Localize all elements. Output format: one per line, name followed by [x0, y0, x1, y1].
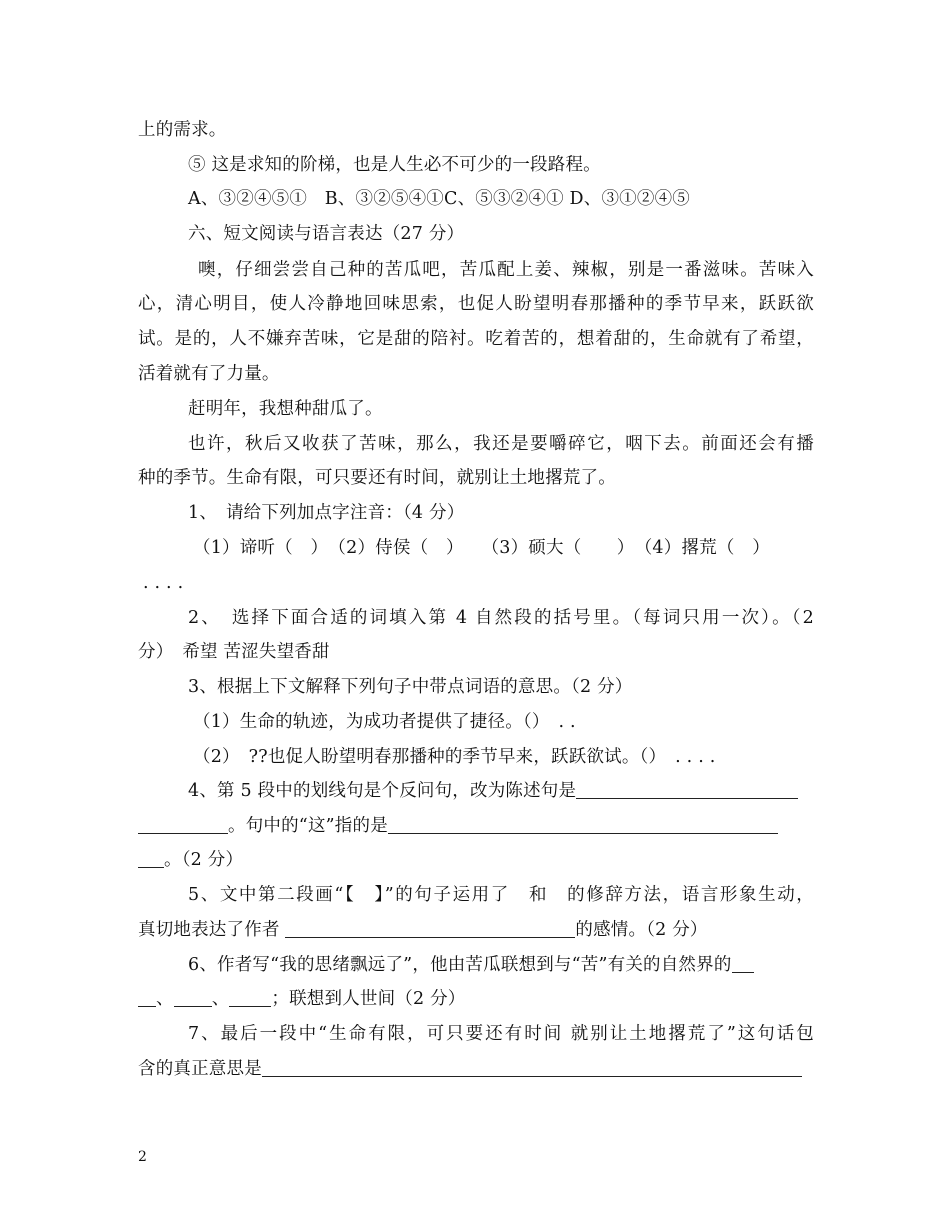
text-line: 赶明年，我想种甜瓜了。	[188, 399, 383, 419]
question-2-words: 分） 希望 苦涩失望香甜	[138, 642, 330, 662]
emphasis-dots: . . . .	[143, 573, 184, 593]
question-4-end	[138, 848, 814, 872]
answer-blank	[285, 920, 575, 938]
answer-blank	[388, 816, 778, 834]
text-line: 种的季节。生命有限，可只要还有时间，就别让土地撂荒了。	[138, 468, 616, 488]
question-6-cont: 、 、 ；联想到人世间（2 分）	[138, 987, 814, 1011]
question-5: 5、文中第二段画“【 】”的句子运用了 和 的修辞方法，语言形象生动，	[188, 885, 814, 905]
question-6-text: 6、作者写“我的思绪飘远了”，他由苦瓜联想到与“苦”有关的自然界的	[188, 955, 732, 975]
question-7: 7、最后一段中“生命有限，可只要还有时间 就别让土地撂荒了”这句话包	[188, 1024, 814, 1044]
question-5-cont	[138, 918, 814, 942]
answer-blank	[138, 989, 156, 1007]
question-1: 1、 请给下列加点字注音：（4 分）	[188, 503, 465, 523]
section-heading: 六、短文阅读与语言表达（27 分）	[188, 224, 465, 244]
question-4-cont	[138, 814, 814, 838]
question-5-text-2: 的感情。（2 分）	[575, 920, 708, 940]
answer-blank	[138, 850, 164, 868]
text-line: 试。是的，人不嫌弃苦味，它是甜的陪衬。吃着苦的，想着甜的，生命就有了希望，	[138, 329, 814, 349]
answer-options: A、③②④⑤① B、③②⑤④①C、⑤③②④① D、③①②④⑤	[188, 189, 690, 209]
text-line: 心，清心明目，使人冷静地回味思索，也促人盼望明春那播种的季节早来，跃跃欲	[138, 294, 814, 314]
question-3: 3、根据上下文解释下列句子中带点词语的意思。（2 分）	[188, 677, 633, 697]
question-2: 2、 选择下面合适的词填入第 4 自然段的括号里。（每词只用一次）。（2	[188, 608, 814, 628]
question-3-item-2: （2） ??也促人盼望明春那播种的季节早来，跃跃欲试。（） . . . .	[193, 747, 716, 767]
answer-blank	[229, 989, 271, 1007]
text-line: 噢，仔细尝尝自己种的苦瓜吧，苦瓜配上姜、辣椒，别是一番滋味。苦味入	[198, 260, 814, 280]
answer-blank	[732, 955, 754, 973]
text-line: 活着就有了力量。	[138, 364, 280, 384]
question-7-cont	[138, 1057, 814, 1081]
question-3-item-1: （1）生命的轨迹，为成功者提供了捷径。（） . .	[193, 712, 576, 732]
answer-blank	[262, 1059, 802, 1077]
answer-blank	[576, 781, 798, 799]
question-1-items: （1）谛听（ ） （2）侍侯（ ） （3）硕大（ ） （4）撂荒（ ）	[193, 538, 770, 558]
text-line: ⑤ 这是求知的阶梯，也是人生必不可少的一段路程。	[188, 155, 601, 175]
answer-blank	[174, 989, 212, 1007]
question-6-text-2: ；联想到人世间（2 分）	[271, 989, 466, 1009]
question-4	[188, 779, 814, 803]
question-6	[188, 953, 814, 977]
text-line: 也许，秋后又收获了苦味，那么，我还是要嚼碎它，咽下去。前面还会有播	[188, 434, 814, 454]
text-line: 上的需求。	[138, 120, 227, 140]
question-4-text: 4、第 5 段中的划线句是个反问句，改为陈述句是	[188, 781, 577, 801]
question-4-text-3: 。（2 分）	[164, 850, 244, 870]
question-4-text-2: 。句中的“这”指的是	[228, 816, 388, 836]
page-number: 2	[138, 1149, 147, 1165]
question-5-text: 真切地表达了作者	[138, 920, 280, 940]
question-7-text: 含的真正意思是	[138, 1059, 262, 1079]
answer-blank	[138, 816, 228, 834]
